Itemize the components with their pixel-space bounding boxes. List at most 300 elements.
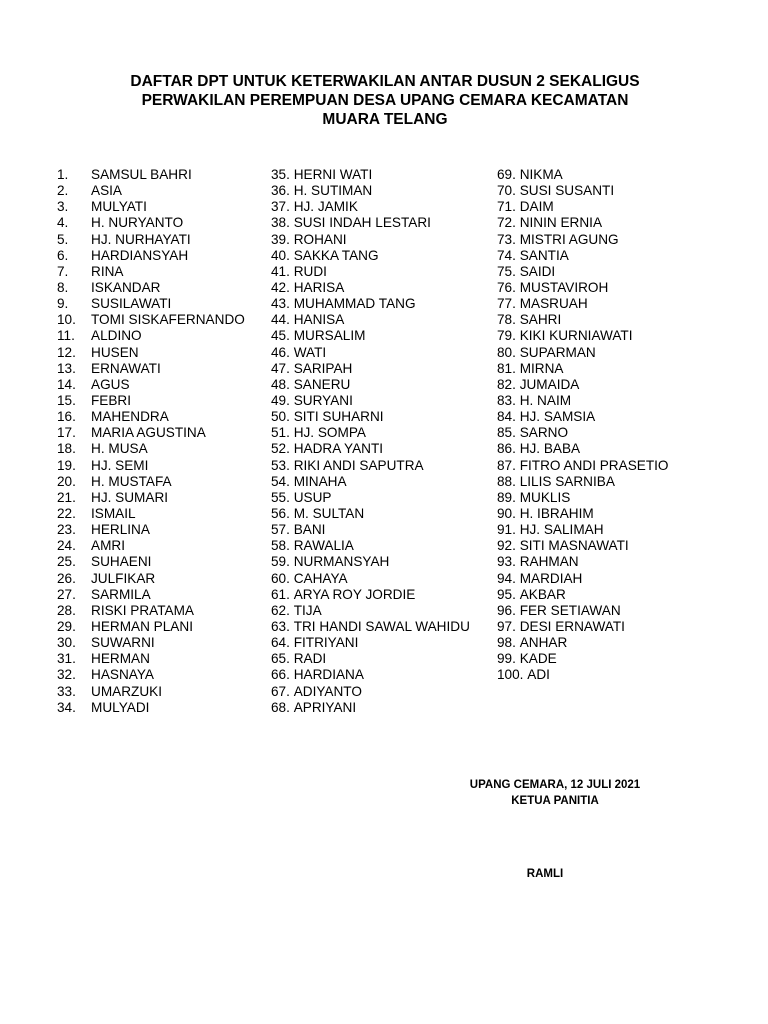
list-item-number: 84. — [497, 409, 516, 425]
list-item-number: 51. — [271, 425, 290, 441]
list-item-name: FITRO ANDI PRASETIO — [519, 457, 669, 473]
signature-name: RAMLI — [526, 868, 564, 880]
list-item-name: JULFIKAR — [91, 570, 156, 586]
list-item-number: 41. — [271, 263, 290, 279]
list-item — [57, 458, 267, 474]
list-item-number: 57. — [271, 522, 290, 538]
list-item-number: 70. — [497, 183, 516, 199]
list-item — [497, 345, 697, 361]
list-item — [497, 296, 697, 312]
list-item — [271, 684, 499, 700]
signature-place-date: UPANG CEMARA, 12 JULI 2021 — [469, 779, 641, 791]
list-item-name: ADIYANTO — [293, 683, 362, 699]
list-item-name: ISMAIL — [91, 505, 136, 521]
list-item — [57, 651, 267, 667]
list-item-name: SUHAENI — [91, 554, 152, 570]
list-item-name: APRIYANI — [293, 699, 357, 715]
list-item-name: HJ. NURHAYATI — [91, 231, 191, 247]
list-item-number: 72. — [497, 215, 516, 231]
list-item-name: H. IBRAHIM — [519, 505, 594, 521]
list-item-name: HJ. SUMARI — [91, 489, 169, 505]
list-item-number: 64. — [271, 635, 290, 651]
list-item-number: 95. — [497, 586, 516, 602]
list-item — [271, 700, 499, 716]
list-item-name: HJ. SOMPA — [293, 425, 366, 441]
list-item-number: 55. — [271, 489, 290, 505]
list-item — [271, 441, 499, 457]
list-item — [57, 506, 267, 522]
list-item-number: 66. — [271, 667, 290, 683]
list-item-number: 73. — [497, 231, 516, 247]
list-item — [497, 167, 697, 183]
list-item — [497, 393, 697, 409]
list-item-number: 8. — [57, 279, 69, 295]
list-item-number: 88. — [497, 473, 516, 489]
list-item-number: 15. — [57, 392, 76, 408]
list-item-number: 29. — [57, 618, 76, 634]
list-item-number: 81. — [497, 360, 516, 376]
list-item-name: RIKI ANDI SAPUTRA — [293, 457, 424, 473]
list-item — [57, 587, 267, 603]
list-item-name: KIKI KURNIAWATI — [519, 328, 633, 344]
list-item — [271, 409, 499, 425]
list-item-name: AGUS — [91, 376, 130, 392]
list-item — [57, 280, 267, 296]
list-item-number: 38. — [271, 215, 290, 231]
list-item-name: USUP — [293, 489, 332, 505]
list-item-number: 45. — [271, 328, 290, 344]
list-item-name: H. MUSA — [91, 441, 148, 457]
list-item-number: 68. — [271, 699, 290, 715]
list-item — [57, 522, 267, 538]
list-item — [271, 603, 499, 619]
list-item-name: NIKMA — [519, 167, 563, 182]
list-item-number: 7. — [57, 263, 69, 279]
list-item-name: UMARZUKI — [91, 683, 162, 699]
list-item — [497, 571, 697, 587]
list-item-number: 63. — [271, 618, 290, 634]
list-item — [271, 425, 499, 441]
list-item-number: 52. — [271, 441, 290, 457]
list-item-name: SAIDI — [519, 263, 556, 279]
list-item-name: TOMI SISKAFERNANDO — [91, 312, 245, 328]
list-item-number: 83. — [497, 392, 516, 408]
list-item-number: 10. — [57, 312, 76, 328]
list-item-name: HJ. BABA — [519, 441, 581, 457]
list-item-number: 74. — [497, 247, 516, 263]
list-item-name: MAHENDRA — [91, 409, 169, 425]
list-item-name: DESI ERNAWATI — [519, 618, 625, 634]
list-item — [271, 506, 499, 522]
list-item-name: FER SETIAWAN — [519, 602, 621, 618]
list-item-name: HADRA YANTI — [293, 441, 384, 457]
document-title — [80, 72, 690, 129]
list-item — [57, 684, 267, 700]
list-item-name: RISKI PRATAMA — [91, 602, 194, 618]
list-item — [271, 215, 499, 231]
list-item-number: 49. — [271, 392, 290, 408]
list-item — [497, 215, 697, 231]
list-item — [271, 554, 499, 570]
list-item — [57, 441, 267, 457]
list-item-number: 61. — [271, 586, 290, 602]
list-item-name: HJ. SALIMAH — [519, 522, 604, 538]
list-item — [271, 312, 499, 328]
list-item-number: 93. — [497, 554, 516, 570]
list-item-number: 96. — [497, 602, 516, 618]
list-item-name: SITI SUHARNI — [293, 409, 384, 425]
list-item-name: SARMILA — [91, 586, 151, 602]
list-item-name: ANHAR — [519, 635, 568, 651]
list-item — [497, 603, 697, 619]
list-item-number: 23. — [57, 522, 76, 538]
list-item-name: MIRNA — [519, 360, 564, 376]
list-item — [57, 409, 267, 425]
list-item-number: 100. — [497, 667, 524, 683]
list-item — [271, 167, 499, 183]
signature-role: KETUA PANITIA — [511, 795, 599, 807]
list-item-number: 67. — [271, 683, 290, 699]
list-item — [497, 264, 697, 280]
list-item — [497, 651, 697, 667]
list-item-number: 78. — [497, 312, 516, 328]
list-item-name: SITI MASNAWATI — [519, 538, 629, 554]
list-item-number: 22. — [57, 505, 76, 521]
list-item — [497, 474, 697, 490]
list-item-name: MURSALIM — [293, 328, 366, 344]
list-item-number: 26. — [57, 570, 76, 586]
list-item — [497, 312, 697, 328]
list-item — [57, 425, 267, 441]
list-item-name: SANERU — [293, 376, 351, 392]
list-item-number: 17. — [57, 425, 76, 441]
list-item-name: JUMAIDA — [519, 376, 580, 392]
list-item — [271, 571, 499, 587]
list-item — [271, 458, 499, 474]
list-item — [57, 361, 267, 377]
list-item — [57, 490, 267, 506]
list-item — [57, 167, 267, 183]
list-item — [57, 619, 267, 635]
list-item — [271, 361, 499, 377]
list-item — [57, 312, 267, 328]
list-item-number: 59. — [271, 554, 290, 570]
list-item — [57, 554, 267, 570]
list-item-number: 28. — [57, 602, 76, 618]
list-item — [271, 248, 499, 264]
list-item-number: 60. — [271, 570, 290, 586]
list-item-name: SUPARMAN — [519, 344, 596, 360]
list-item-number: 13. — [57, 360, 76, 376]
list-item-name: H. MUSTAFA — [91, 473, 172, 489]
name-list-column-3 — [497, 167, 697, 684]
list-item-name: HANISA — [293, 312, 345, 328]
list-item-name: HASNAYA — [91, 667, 154, 683]
list-item-name: H. SUTIMAN — [293, 183, 373, 199]
list-item-number: 39. — [271, 231, 290, 247]
list-item — [57, 667, 267, 683]
list-item-name: MULYATI — [91, 199, 147, 215]
list-item — [271, 328, 499, 344]
list-item — [497, 635, 697, 651]
list-item — [271, 296, 499, 312]
list-item-number: 71. — [497, 199, 516, 215]
list-item-name: ROHANI — [293, 231, 347, 247]
list-item-name: RUDI — [293, 263, 327, 279]
list-item-number: 19. — [57, 457, 76, 473]
list-item-number: 94. — [497, 570, 516, 586]
list-item-name: CAHAYA — [293, 570, 348, 586]
list-item — [57, 328, 267, 344]
list-item-number: 33. — [57, 683, 76, 699]
list-item-number: 48. — [271, 376, 290, 392]
list-item-number: 97. — [497, 618, 516, 634]
list-item-name: ISKANDAR — [91, 279, 161, 295]
list-item — [497, 619, 697, 635]
list-item-number: 40. — [271, 247, 290, 263]
list-item — [497, 199, 697, 215]
list-item-name: SARNO — [519, 425, 569, 441]
list-item-number: 90. — [497, 505, 516, 521]
list-item — [271, 474, 499, 490]
list-item-number: 37. — [271, 199, 290, 215]
list-item-name: RINA — [91, 263, 124, 279]
list-item-number: 65. — [271, 651, 290, 667]
list-item — [57, 248, 267, 264]
list-item — [271, 522, 499, 538]
list-item-name: HJ. SAMSIA — [519, 409, 596, 425]
name-list-column-2 — [271, 167, 499, 716]
list-item — [271, 587, 499, 603]
list-item-name: HERMAN PLANI — [91, 618, 193, 634]
list-item-number: 21. — [57, 489, 76, 505]
list-item — [271, 619, 499, 635]
list-item — [57, 377, 267, 393]
list-item-number: 20. — [57, 473, 76, 489]
list-item — [271, 183, 499, 199]
list-item-number: 77. — [497, 296, 516, 312]
list-item-name: MISTRI AGUNG — [519, 231, 619, 247]
title-line: DAFTAR DPT UNTUK KETERWAKILAN ANTAR DUSUN 2 SEKALIGUS — [130, 73, 640, 90]
list-item-number: 1. — [57, 167, 69, 182]
list-item-number: 46. — [271, 344, 290, 360]
list-item-number: 32. — [57, 667, 76, 683]
list-item — [497, 280, 697, 296]
list-item — [57, 571, 267, 587]
list-item — [57, 603, 267, 619]
list-item-name: HERMAN — [91, 651, 150, 667]
list-item-number: 89. — [497, 489, 516, 505]
list-item-name: HARDIANSYAH — [91, 247, 189, 263]
list-item — [497, 377, 697, 393]
list-item — [271, 264, 499, 280]
list-item-number: 87. — [497, 457, 516, 473]
list-item-name: SANTIA — [519, 247, 569, 263]
list-item-number: 43. — [271, 296, 290, 312]
list-item-name: NININ ERNIA — [519, 215, 603, 231]
list-item-number: 12. — [57, 344, 76, 360]
list-item-name: MINAHA — [293, 473, 347, 489]
list-item — [57, 474, 267, 490]
list-item-name: MASRUAH — [519, 296, 588, 312]
list-item-name: SAHRI — [519, 312, 562, 328]
list-item — [271, 538, 499, 554]
list-item-number: 58. — [271, 538, 290, 554]
list-item-name: SUSILAWATI — [91, 296, 172, 312]
list-item-name: HARISA — [293, 279, 345, 295]
list-item — [57, 183, 267, 199]
list-item-name: MUHAMMAD TANG — [293, 296, 416, 312]
list-item-name: TRI HANDI SAWAL WAHIDU — [293, 618, 470, 634]
list-item-number: 3. — [57, 199, 69, 215]
list-item-number: 76. — [497, 279, 516, 295]
list-item-name: DAIM — [519, 199, 554, 215]
list-item — [271, 393, 499, 409]
list-item — [57, 345, 267, 361]
list-item-name: ERNAWATI — [91, 360, 161, 376]
list-item-number: 35. — [271, 167, 290, 182]
list-item-name: MUKLIS — [519, 489, 571, 505]
list-item — [57, 538, 267, 554]
list-item-number: 16. — [57, 409, 76, 425]
list-item-name: H. NURYANTO — [91, 215, 184, 231]
list-item-number: 9. — [57, 296, 69, 312]
list-item-name: ASIA — [91, 183, 122, 199]
list-item — [271, 490, 499, 506]
list-item-name: SAKKA TANG — [293, 247, 379, 263]
list-item-name: RAHMAN — [519, 554, 579, 570]
list-item-name: SUSI SUSANTI — [519, 183, 615, 199]
list-item — [497, 490, 697, 506]
list-item-name: HERLINA — [91, 522, 150, 538]
list-item — [497, 361, 697, 377]
list-item-number: 34. — [57, 699, 76, 715]
list-item-number: 27. — [57, 586, 76, 602]
list-item-number: 5. — [57, 231, 69, 247]
list-item-number: 80. — [497, 344, 516, 360]
list-item — [497, 441, 697, 457]
list-item — [497, 232, 697, 248]
list-item — [497, 587, 697, 603]
list-item-number: 79. — [497, 328, 516, 344]
list-item-number: 50. — [271, 409, 290, 425]
list-item-number: 4. — [57, 215, 69, 231]
list-item-number: 42. — [271, 279, 290, 295]
list-item-name: ADI — [527, 667, 550, 683]
list-item-name: H. NAIM — [519, 392, 572, 408]
list-item-number: 14. — [57, 376, 76, 392]
list-item — [497, 667, 697, 683]
list-item-number: 54. — [271, 473, 290, 489]
list-item — [497, 506, 697, 522]
list-item-name: SAMSUL BAHRI — [91, 167, 192, 182]
list-item-name: AMRI — [91, 538, 125, 554]
list-item — [497, 425, 697, 441]
list-item — [497, 458, 697, 474]
list-item-name: MULYADI — [91, 699, 150, 715]
list-item-name: HARDIANA — [293, 667, 364, 683]
list-item — [57, 215, 267, 231]
list-item — [497, 183, 697, 199]
list-item-name: FEBRI — [91, 392, 132, 408]
list-item — [497, 538, 697, 554]
list-item-name: RAWALIA — [293, 538, 354, 554]
list-item-number: 24. — [57, 538, 76, 554]
list-item-number: 85. — [497, 425, 516, 441]
list-item-name: AKBAR — [519, 586, 566, 602]
list-item-name: MARDIAH — [519, 570, 583, 586]
list-item-name: KADE — [519, 651, 557, 667]
list-item-number: 44. — [271, 312, 290, 328]
list-item-number: 56. — [271, 505, 290, 521]
list-item-number: 25. — [57, 554, 76, 570]
list-item — [57, 232, 267, 248]
list-item-name: ARYA ROY JORDIE — [293, 586, 416, 602]
list-item — [57, 393, 267, 409]
name-list-column-1 — [57, 167, 267, 716]
list-item — [497, 554, 697, 570]
list-item-name: LILIS SARNIBA — [519, 473, 615, 489]
list-item-number: 11. — [57, 328, 75, 344]
list-item-number: 31. — [57, 651, 76, 667]
list-item-number: 53. — [271, 457, 290, 473]
list-item-name: HJ. SEMI — [91, 457, 149, 473]
list-item-name: MUSTAVIROH — [519, 279, 609, 295]
list-item-name: ALDINO — [91, 328, 142, 344]
list-item-number: 18. — [57, 441, 76, 457]
list-item — [271, 377, 499, 393]
list-item-number: 69. — [497, 167, 516, 182]
list-item-name: TIJA — [293, 602, 322, 618]
list-item — [271, 280, 499, 296]
list-item-name: HERNI WATI — [293, 167, 373, 182]
list-item-number: 75. — [497, 263, 516, 279]
list-item — [271, 651, 499, 667]
list-item-name: NURMANSYAH — [293, 554, 390, 570]
list-item-number: 36. — [271, 183, 290, 199]
list-item — [271, 635, 499, 651]
list-item — [57, 199, 267, 215]
list-item — [271, 199, 499, 215]
list-item — [271, 345, 499, 361]
list-item — [497, 522, 697, 538]
list-item-name: SUSI INDAH LESTARI — [293, 215, 431, 231]
list-item — [57, 264, 267, 280]
list-item-number: 62. — [271, 602, 290, 618]
list-item-number: 92. — [497, 538, 516, 554]
list-item-name: RADI — [293, 651, 327, 667]
list-item — [57, 635, 267, 651]
list-item-number: 98. — [497, 635, 516, 651]
list-item-number: 91. — [497, 522, 516, 538]
list-item — [57, 700, 267, 716]
title-line: MUARA TELANG — [322, 111, 448, 128]
list-item-name: HUSEN — [91, 344, 139, 360]
list-item — [271, 667, 499, 683]
list-item-number: 6. — [57, 247, 69, 263]
list-item — [497, 409, 697, 425]
list-item-number: 82. — [497, 376, 516, 392]
list-item-name: FITRIYANI — [293, 635, 359, 651]
list-item-number: 47. — [271, 360, 290, 376]
list-item-name: BANI — [293, 522, 326, 538]
list-item — [57, 296, 267, 312]
list-item-name: M. SULTAN — [293, 505, 365, 521]
list-item-number: 86. — [497, 441, 516, 457]
title-line: PERWAKILAN PEREMPUAN DESA UPANG CEMARA KECAMATAN — [141, 92, 629, 109]
list-item-number: 99. — [497, 651, 516, 667]
list-item — [271, 232, 499, 248]
